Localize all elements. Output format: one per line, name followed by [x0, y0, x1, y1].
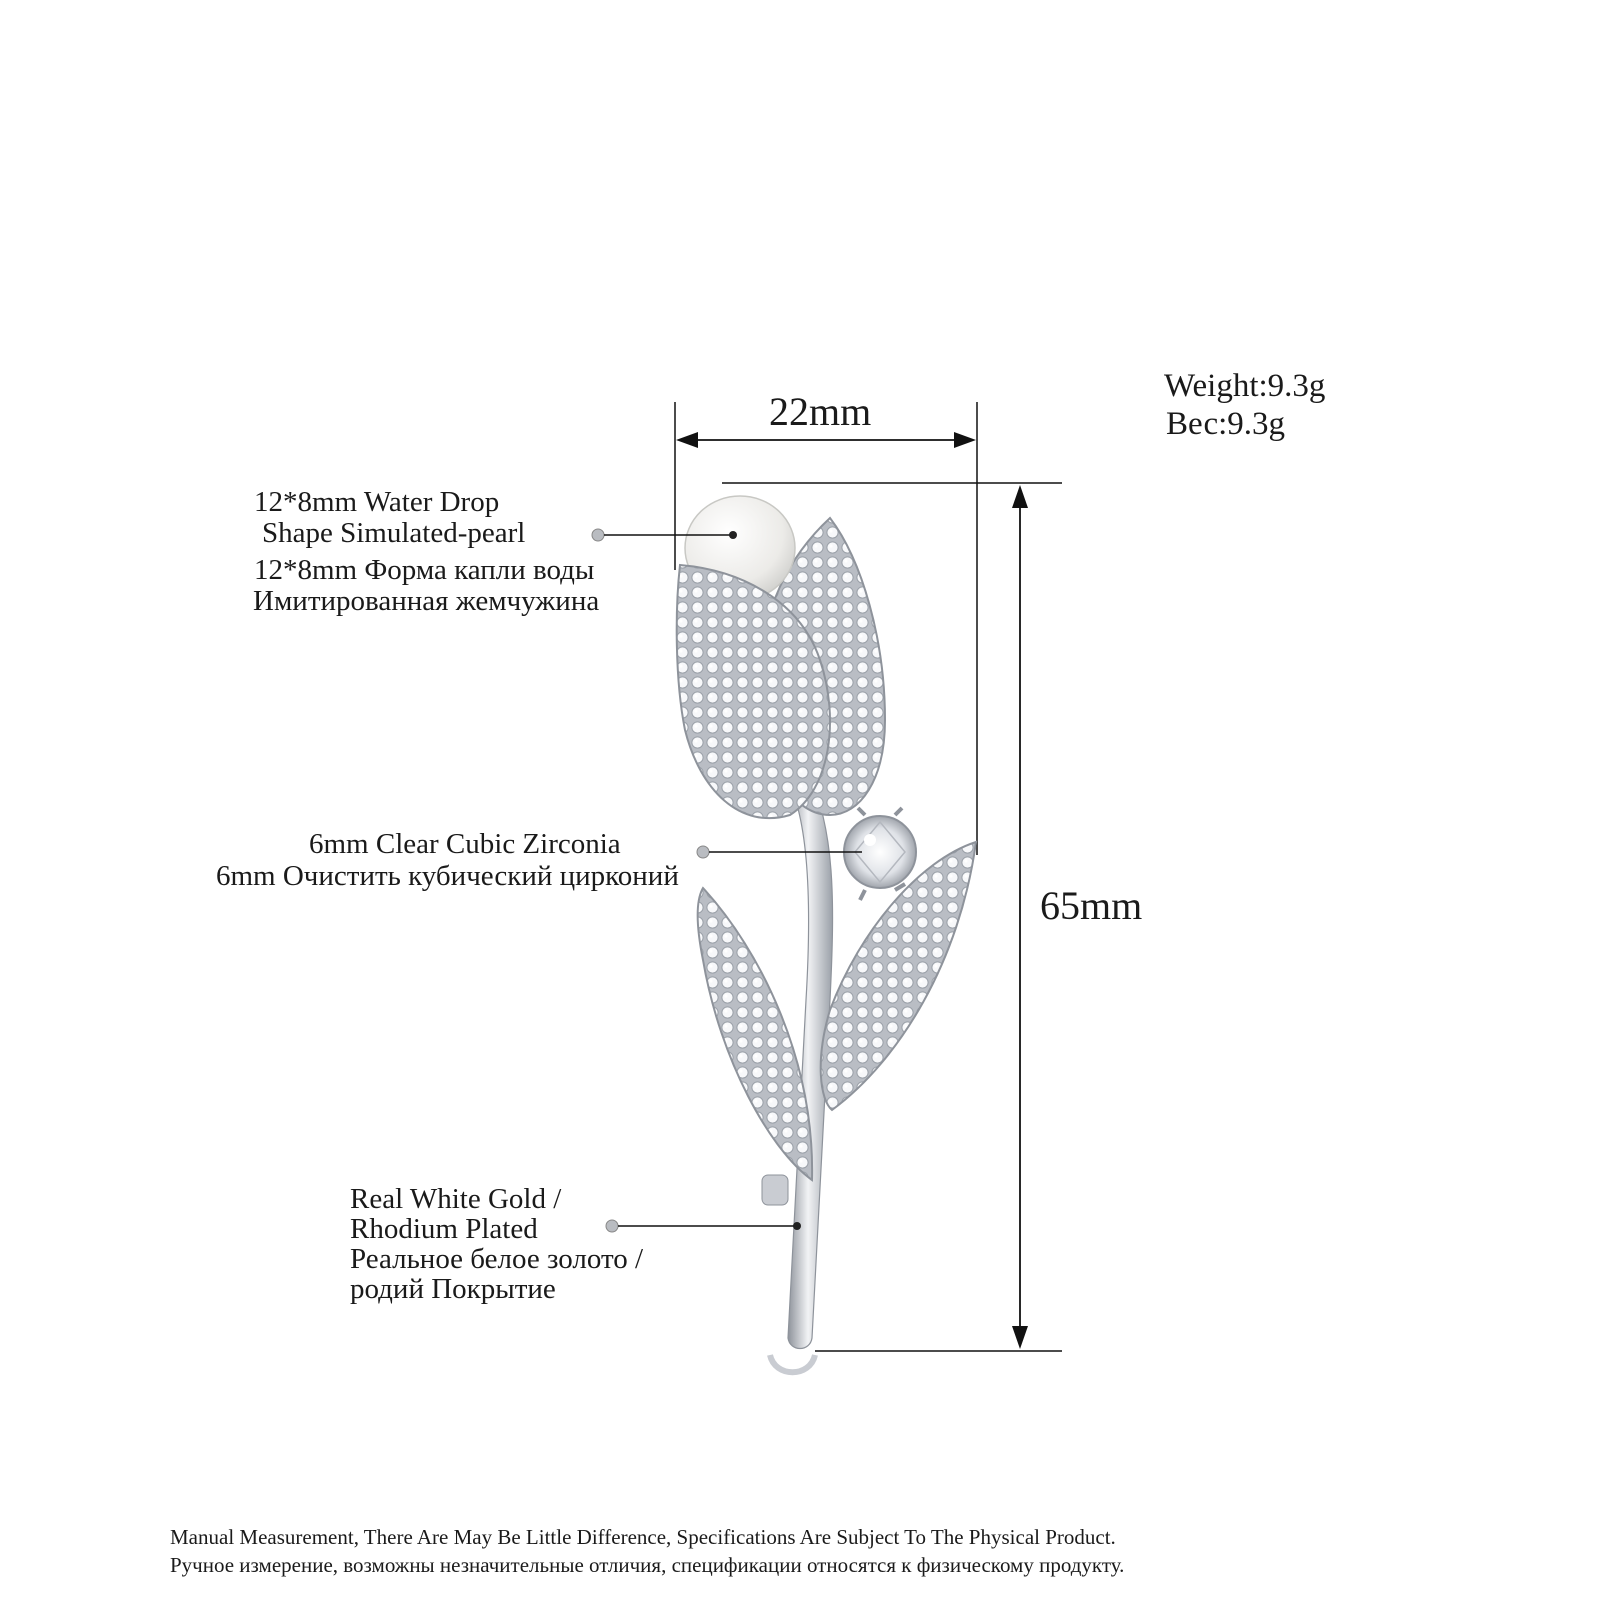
zirconia-label-en: 6mm Clear Cubic Zirconia [309, 828, 621, 860]
left-leaf [698, 888, 812, 1180]
plating-label-en-1: Real White Gold / [350, 1183, 562, 1215]
callout-zirconia-leader [697, 846, 862, 858]
footer-note-en: Manual Measurement, There Are May Be Little Difference, Specifications Are Subject To The Physical Product. [170, 1525, 1116, 1549]
weight-ru: Вес:9.3g [1166, 406, 1286, 442]
plating-label-ru-2: родий Покрытие [350, 1273, 556, 1305]
pearl-label-ru-2: Имитированная жемчужина [253, 585, 600, 617]
pearl-label-en-2: Shape Simulated-pearl [262, 517, 526, 549]
footer-note-ru: Ручное измерение, возможны незначительные отличия, спецификации относятся к физическому продукту. [170, 1553, 1125, 1577]
height-label: 65mm [1040, 883, 1143, 928]
width-label: 22mm [769, 389, 872, 434]
pearl-label-en-1: 12*8mm Water Drop [254, 486, 500, 518]
zirconia-label-ru: 6mm Очистить кубический цирконий [216, 860, 679, 892]
weight-en: Weight:9.3g [1164, 368, 1326, 404]
cubic-zirconia [844, 808, 916, 900]
callout-plating-leader [606, 1220, 801, 1232]
plating-label-en-2: Rhodium Plated [350, 1213, 538, 1245]
pearl-label-ru-1: 12*8mm Форма капли воды [254, 554, 595, 586]
plating-label-ru-1: Реальное белое золото / [350, 1243, 644, 1275]
